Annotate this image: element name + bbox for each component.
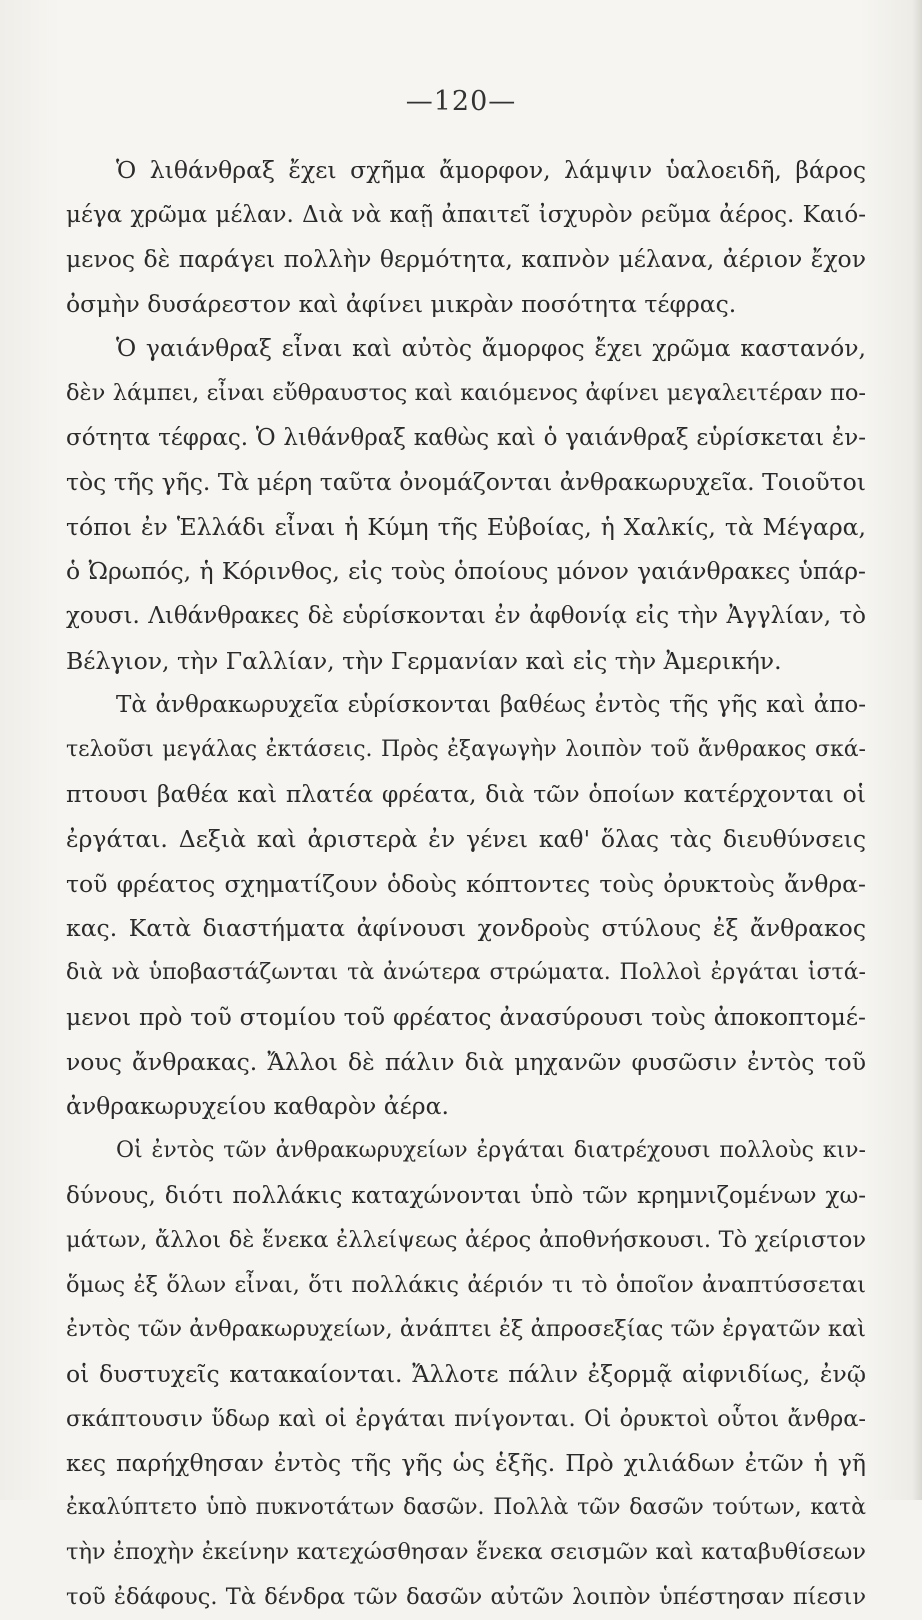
text-line: σότητα τέφρας. Ὁ λιθάνθραξ καθὼς καὶ ὁ γαιάνθραξ εὑρίσκεται ἐν- xyxy=(66,424,866,451)
text-line: μάτων, ἄλλοι δὲ ἕνεκα ἐλλείψεως ἀέρος ἀποθνήσκουσι. Τὸ χείριστον xyxy=(66,1227,866,1254)
text-line: πτουσι βαθέα καὶ πλατέα φρέατα, διὰ τῶν ὁποίων κατέρχονται οἱ xyxy=(66,780,866,809)
text-line: Ὁ γαιάνθραξ εἶναι καὶ αὐτὸς ἄμορφος ἔχει χρῶμα καστανόν, xyxy=(116,334,866,363)
text-line: ἐργάται. Δεξιὰ καὶ ἀριστερὰ ἐν γένει καθ' ὅλας τὰς διευθύνσεις xyxy=(66,824,866,853)
text-line: μενοι πρὸ τοῦ στομίου τοῦ φρέατος ἀνασύρουσι τοὺς ἀποκοπτομέ- xyxy=(66,1003,866,1032)
text-line: χουσι. Λιθάνθρακες δὲ εὑρίσκονται ἐν ἀφθονίᾳ εἰς τὴν Ἀγγλίαν, τὸ xyxy=(66,602,866,629)
text-line: δύνους, διότι πολλάκις καταχώνονται ὑπὸ τῶν κρημνιζομένων χω- xyxy=(66,1182,866,1209)
text-line: Ὁ λιθάνθραξ ἔχει σχῆμα ἄμορφον, λάμψιν ὑαλοειδῆ, βάρος xyxy=(116,156,866,184)
text-line: ἐντὸς τῶν ἀνθρακωρυχείων, ἀνάπτει ἐξ ἀπροσεξίας τῶν ἐργατῶν καὶ xyxy=(66,1316,866,1343)
text-line: διὰ νὰ ὑποβαστάζωνται τὰ ἀνώτερα στρώματα. Πολλοὶ ἐργάται ἱστά- xyxy=(66,959,866,985)
text-line: κες παρήχθησαν ἐντὸς τῆς γῆς ὡς ἑξῆς. Πρὸ χιλιάδων ἐτῶν ἡ γῆ xyxy=(66,1449,866,1478)
text-line: δὲν λάμπει, εἶναι εὔθραυστος καὶ καιόμενος ἀφίνει μεγαλειτέραν πο- xyxy=(66,379,866,406)
text-line: τὸς τῆς γῆς. Τὰ μέρη ταῦτα ὀνομάζονται ἀνθρακωρυχεῖα. Τοιοῦτοι xyxy=(66,468,866,497)
page-number: —120— xyxy=(405,86,517,117)
text-line: τὴν ἐποχὴν ἐκείνην κατεχώσθησαν ἕνεκα σεισμῶν καὶ καταβυθίσεων xyxy=(66,1539,866,1566)
text-line: τελοῦσι μεγάλας ἐκτάσεις. Πρὸς ἐξαγωγὴν λοιπὸν τοῦ ἄνθρακος σκά- xyxy=(66,736,866,762)
text-line: Τὰ ἀνθρακωρυχεῖα εὑρίσκονται βαθέως ἐντὸς τῆς γῆς καὶ ἀπο- xyxy=(116,692,866,719)
text-line: Βέλγιον, τὴν Γαλλίαν, τὴν Γερμανίαν καὶ εἰς τὴν Ἀμερικήν. xyxy=(66,646,782,675)
text-line: ἀνθρακωρυχείου καθαρὸν ἀέρα. xyxy=(66,1092,449,1121)
text-line: νους ἄνθρακας. Ἄλλοι δὲ πάλιν διὰ μηχανῶν φυσῶσιν ἐντὸς τοῦ xyxy=(66,1047,866,1076)
text-line: ἐκαλύπτετο ὑπὸ πυκνοτάτων δασῶν. Πολλὰ τῶν δασῶν τούτων, κατὰ xyxy=(66,1494,866,1520)
text-line: οἱ δυστυχεῖς κατακαίονται. Ἄλλοτε πάλιν ἐξορμᾷ αἰφνιδίως, ἐνῷ xyxy=(66,1360,866,1389)
text-line: ὅμως ἐξ ὅλων εἶναι, ὅτι πολλάκις ἀέριόν τι τὸ ὁποῖον ἀναπτύσσεται xyxy=(66,1271,866,1298)
body-text xyxy=(66,148,866,1620)
text-line: σκάπτουσιν ὕδωρ καὶ οἱ ἐργάται πνίγονται. Οἱ ὀρυκτοὶ οὗτοι ἄνθρα- xyxy=(66,1405,866,1432)
text-line: τοῦ ἐδάφους. Τὰ δένδρα τῶν δασῶν αὐτῶν λοιπὸν ὑπέστησαν πίεσιν xyxy=(66,1584,866,1610)
text-line: ὀσμὴν δυσάρεστον καὶ ἀφίνει μικρὰν ποσότητα τέφρας. xyxy=(66,289,737,318)
text-line: ὁ Ὠρωπός, ἡ Κόρινθος, εἰς τοὺς ὁποίους μόνον γαιάνθρακες ὑπάρ- xyxy=(66,557,866,586)
text-line: Οἱ ἐντὸς τῶν ἀνθρακωρυχείων ἐργάται διατρέχουσι πολλοὺς κιν- xyxy=(116,1138,866,1164)
text-line: κας. Κατὰ διαστήματα ἀφίνουσι χονδροὺς στύλους ἐξ ἄνθρακος xyxy=(66,914,866,943)
text-line: τοῦ φρέατος σχηματίζουν ὁδοὺς κόπτοντες τοὺς ὀρυκτοὺς ἄνθρα- xyxy=(66,869,866,898)
text-line: μενος δὲ παράγει πολλὴν θερμότητα, καπνὸν μέλανα, ἀέριον ἔχον xyxy=(66,245,866,274)
text-line: μέγα χρῶμα μέλαν. Διὰ νὰ καῇ ἀπαιτεῖ ἰσχυρὸν ρεῦμα ἀέρος. Καιό- xyxy=(66,201,866,228)
page-edge-shadow xyxy=(912,0,922,1500)
text-line: τόποι ἐν Ἑλλάδι εἶναι ἡ Κύμη τῆς Εὐβοίας, ἡ Χαλκίς, τὰ Μέγαρα, xyxy=(66,512,866,541)
